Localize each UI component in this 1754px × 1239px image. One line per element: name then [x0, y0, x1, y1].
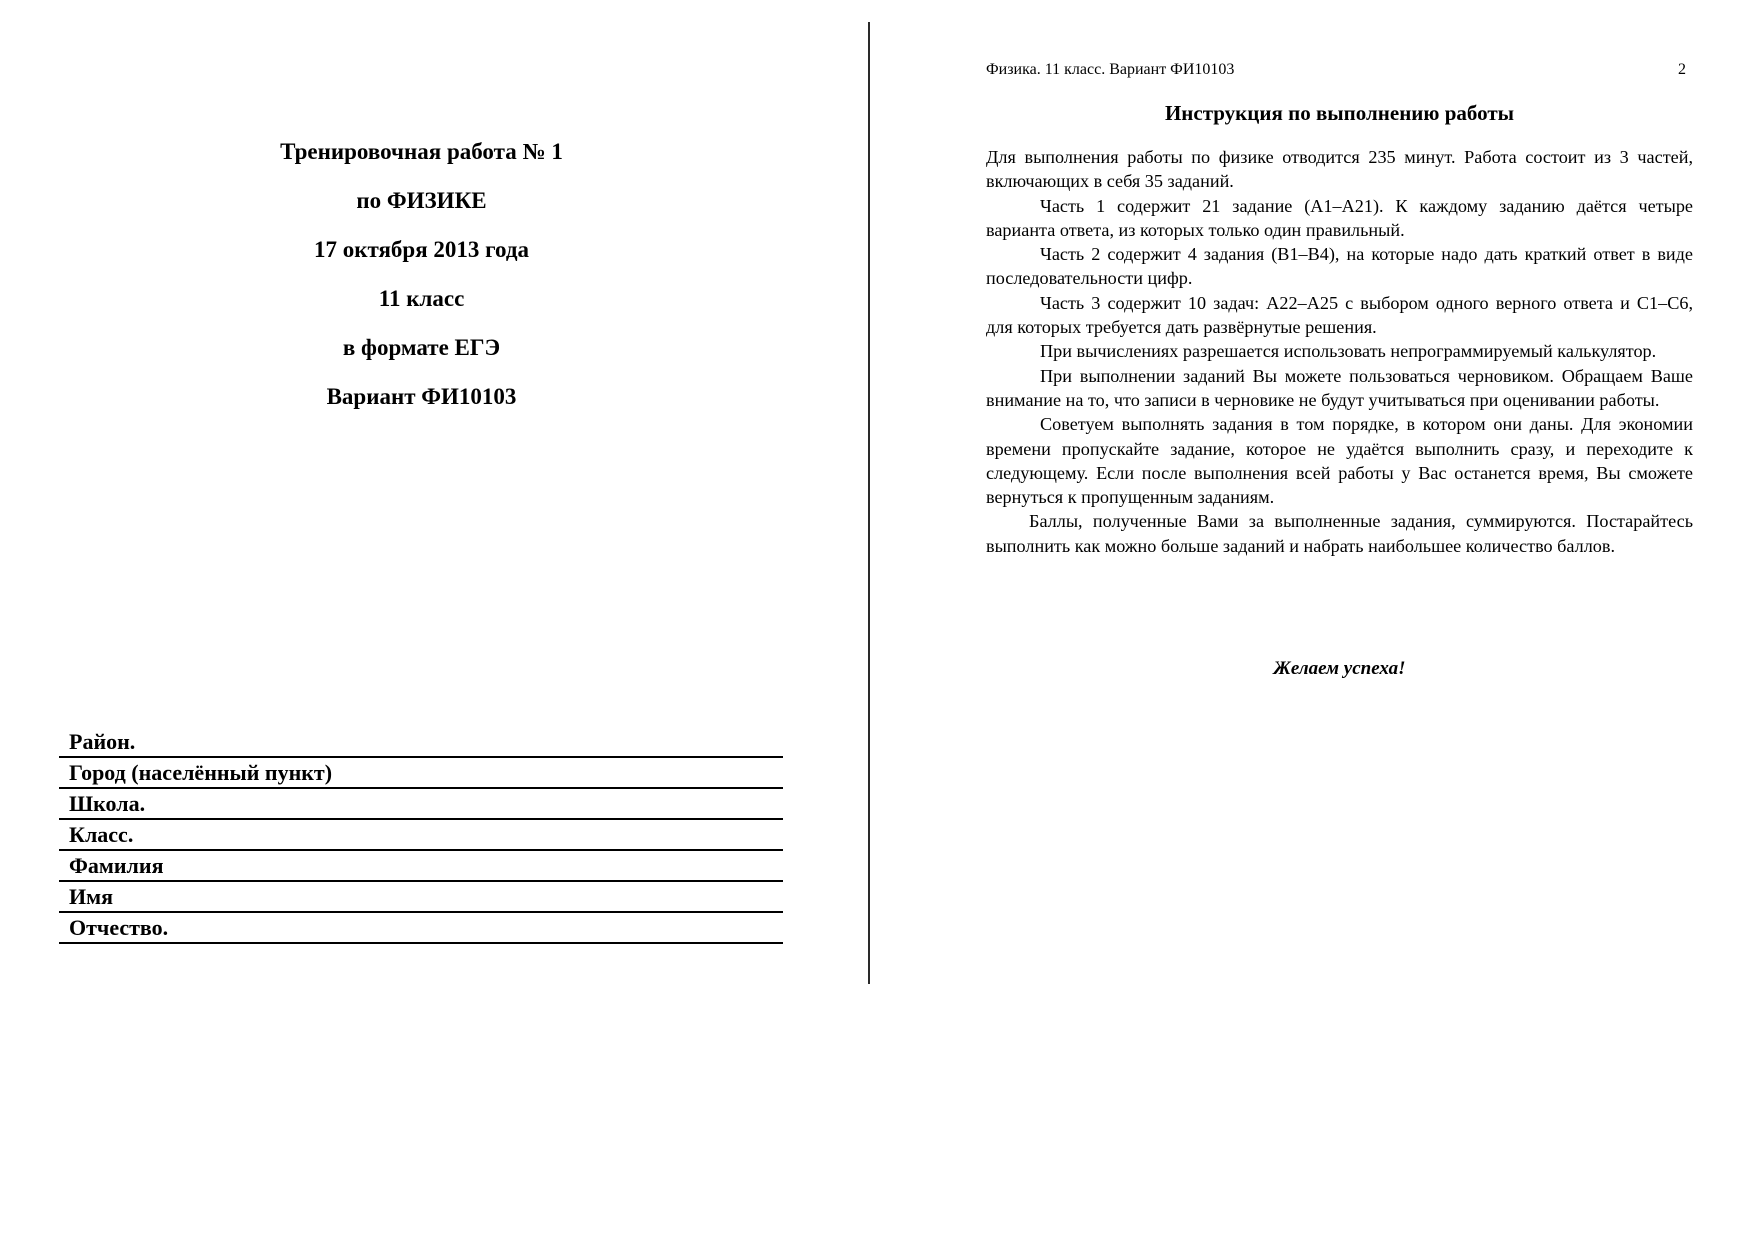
running-header — [986, 58, 1693, 82]
cover-title-work: Тренировочная работа № 1 — [280, 139, 563, 164]
instruction-body — [986, 145, 1693, 558]
instruction-paragraph: Советуем выполнять задания в том порядке, в котором они даны. Для экономии времени пропускайте задание, которое не удаётся выполнить сразу, и переходите к следующему. Если после выполнения всей работы у Вас останется время, Вы сможете вернуться к пропущенным заданиям. — [986, 414, 1693, 508]
field-class: Класс. — [59, 820, 783, 851]
student-info-form — [59, 727, 783, 944]
instruction-paragraph: Часть 2 содержит 4 задания (В1–В4), на которые надо дать краткий ответ в виде последовательности цифр. — [986, 244, 1693, 289]
page-divider — [868, 22, 870, 984]
cover-title-format: в формате ЕГЭ — [342, 335, 501, 360]
cover-title-variant: Вариант ФИ10103 — [326, 384, 517, 409]
instruction-paragraph: При вычислениях разрешается использовать непрограммируемый калькулятор. — [1040, 341, 1657, 362]
instruction-paragraph: Для выполнения работы по физике отводится 235 минут. Работа состоит из 3 частей, включающих в себя 35 заданий. — [986, 147, 1693, 192]
closing-wish: Желаем успеха! — [1273, 658, 1406, 679]
instruction-paragraph: Часть 3 содержит 10 задач: А22–А25 с выбором одного верного ответа и С1–С6, для которых требуется дать развёрнутые решения. — [986, 292, 1693, 338]
cover-title-subject: по ФИЗИКЕ — [356, 188, 487, 213]
running-header-text: Физика. 11 класс. Вариант ФИ10103 — [986, 61, 1235, 78]
page-number: 2 — [1678, 61, 1686, 78]
field-patronymic: Отчество. — [59, 913, 783, 944]
instruction-paragraph: Баллы, полученные Вами за выполненные задания, суммируются. Постарайтесь выполнить как можно больше заданий и набрать наибольшее количество баллов. — [986, 511, 1693, 556]
cover-title-date: 17 октября 2013 года — [313, 237, 530, 262]
cover-page — [0, 0, 868, 1239]
field-first-name: Имя — [59, 882, 783, 913]
instruction-title: Инструкция по выполнению работы — [1164, 101, 1515, 125]
instruction-paragraph: При выполнении заданий Вы можете пользоваться черновиком. Обращаем Ваше внимание на то, что записи в черновике не будут учитываться при оценивании работы. — [986, 365, 1693, 410]
field-city: Город (населённый пункт) — [59, 758, 783, 789]
field-school: Школа. — [59, 789, 783, 820]
instruction-paragraph: Часть 1 содержит 21 задание (А1–А21). К каждому заданию даётся четыре варианта ответа, из которых только один правильный. — [986, 195, 1693, 240]
field-district: Район. — [59, 727, 783, 758]
field-surname: Фамилия — [59, 851, 783, 882]
cover-title-grade: 11 класс — [378, 286, 465, 311]
cover-title-block — [60, 138, 783, 432]
instruction-page — [986, 0, 1693, 1239]
